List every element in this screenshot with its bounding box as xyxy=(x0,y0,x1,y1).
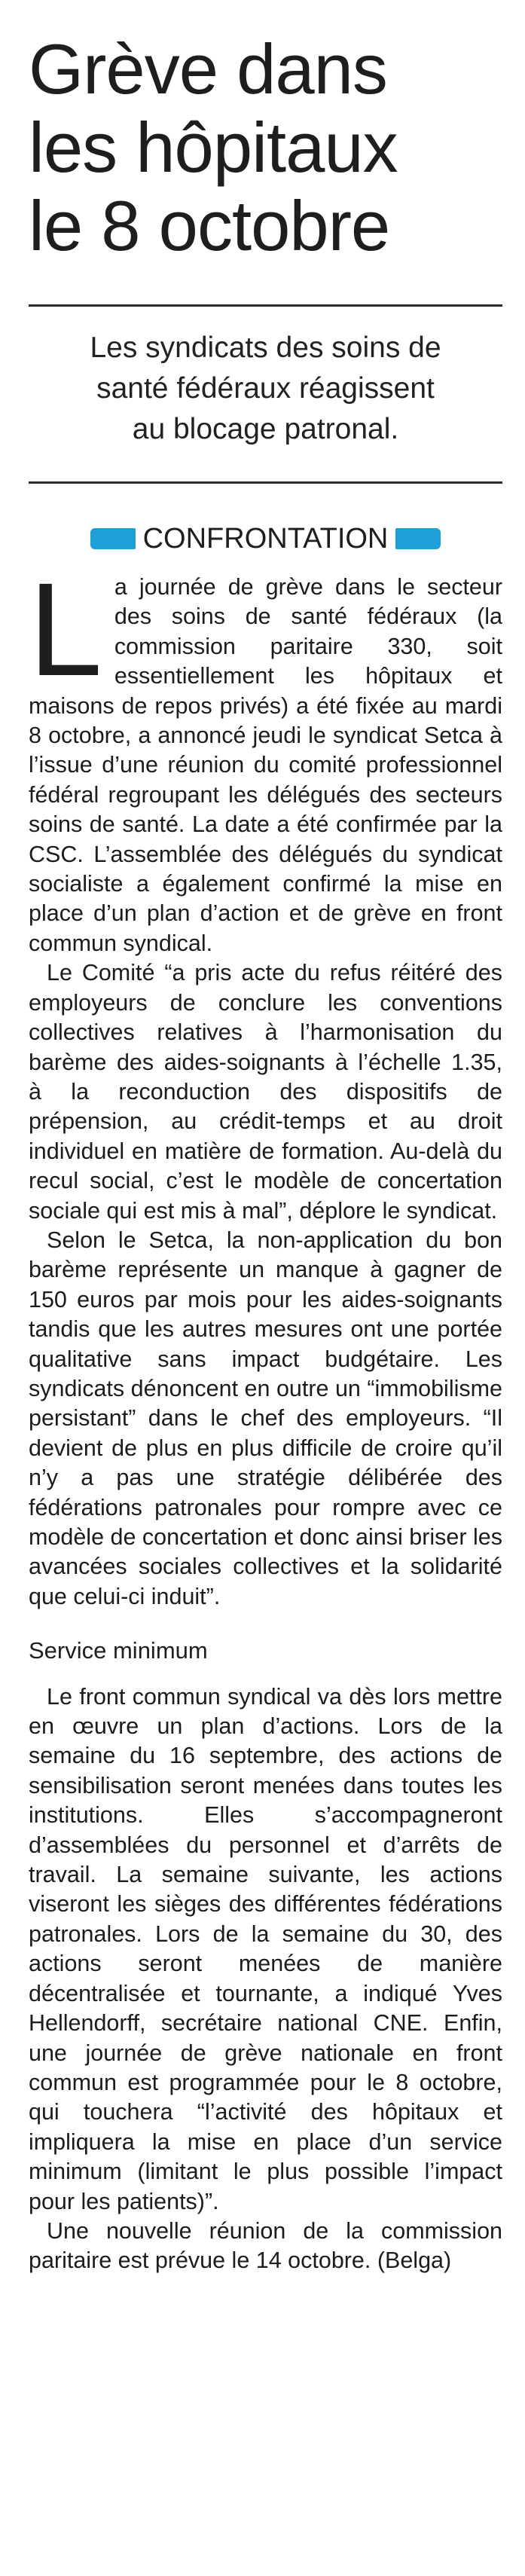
article-body xyxy=(29,556,502,2276)
section-tag xyxy=(29,518,502,559)
paragraph-text: a journée de grève dans le secteur des soins de santé fédéraux (la commission paritaire 330, soit essentiellement les hôpitaux et maisons de repos privés) a été fixée au mardi 8 octobre, a annoncé jeudi le syndicat Setca à l’issue d’une réunion du comité professionnel fédéral regroupant les délégués des secteurs soins de santé. La date a été confirmée par la CSC. L’assemblée des délégués du syndicat socialiste a également confirmé la mise en place d’un plan d’action et de grève en front commun syndical. xyxy=(29,574,502,956)
headline-line: le 8 octobre xyxy=(29,186,390,265)
paragraph: Selon le Setca, la non-application du bon barème représente un manque à gagner de 150 euros par mois pour les aides-soignants tandis que les autres mesures ont une portée qualitative sans impact budgétaire. Les syndicats dénoncent en outre un “immobilisme persistant” dans le chef des employeurs. “Il devient de plus en plus difficile de croire qu’il n’y a pas une stratégie délibérée des fédérations patronales pour rompre avec ce modèle de concertation et donc ainsi briser les avancées sociales collectives et la solidarité que celui-ci induit”. xyxy=(29,1227,502,1609)
standfirst-line: santé fédéraux réagissent xyxy=(96,372,435,405)
drop-cap: L xyxy=(29,556,102,704)
top-divider xyxy=(29,304,502,307)
tag-bar-left xyxy=(90,528,136,549)
bottom-divider xyxy=(29,481,502,484)
standfirst-line: au blocage patronal. xyxy=(132,413,399,445)
headline-line: les hôpitaux xyxy=(29,108,398,187)
paragraph xyxy=(29,556,502,958)
paragraph: Le front commun syndical va dès lors mettre en œuvre un plan d’actions. Lors de la semaine du 16 septembre, des actions de sensibilisation seront menées dans toutes les institutions. Elles s’accompagneront d’assemblées du personnel et d’arrêts de travail. La semaine suivante, les actions viseront les sièges des différentes fédérations patronales. Lors de la semaine du 30, des actions seront menées de manière décentralisée et tournante, a indiqué Yves Hellendorff, secrétaire national CNE. Enfin, une journée de grève nationale en front commun est programmée pour le 8 octobre, qui touchera “l’activité des hôpitaux et impliquera la mise en place d’un service minimum (limitant le plus possible l’impact pour les patients)”. xyxy=(29,1683,502,2214)
standfirst-line: Les syndicats des soins de xyxy=(90,332,441,364)
paragraph: Une nouvelle réunion de la commission paritaire est prévue le 14 octobre. (Belga) xyxy=(29,2217,502,2274)
section-label: CONFRONTATION xyxy=(142,522,389,555)
headline-line: Grève dans xyxy=(29,29,387,108)
paragraph: Le Comité “a pris acte du refus réitéré des employeurs de conclure les conventions collectives relatives à l’harmonisation du barème des aides-soignants à l’échelle 1.35, à la reconduction des dispositifs de prépension, au crédit-temps et au droit individuel en matière de formation. Au-delà du recul social, c’est le modèle de concertation sociale qui est mis à mal”, déplore le syndicat. xyxy=(29,960,502,1224)
standfirst xyxy=(29,328,502,450)
headline xyxy=(29,30,502,265)
tag-bar-right xyxy=(395,528,441,549)
subheading: Service minimum xyxy=(29,1637,208,1664)
